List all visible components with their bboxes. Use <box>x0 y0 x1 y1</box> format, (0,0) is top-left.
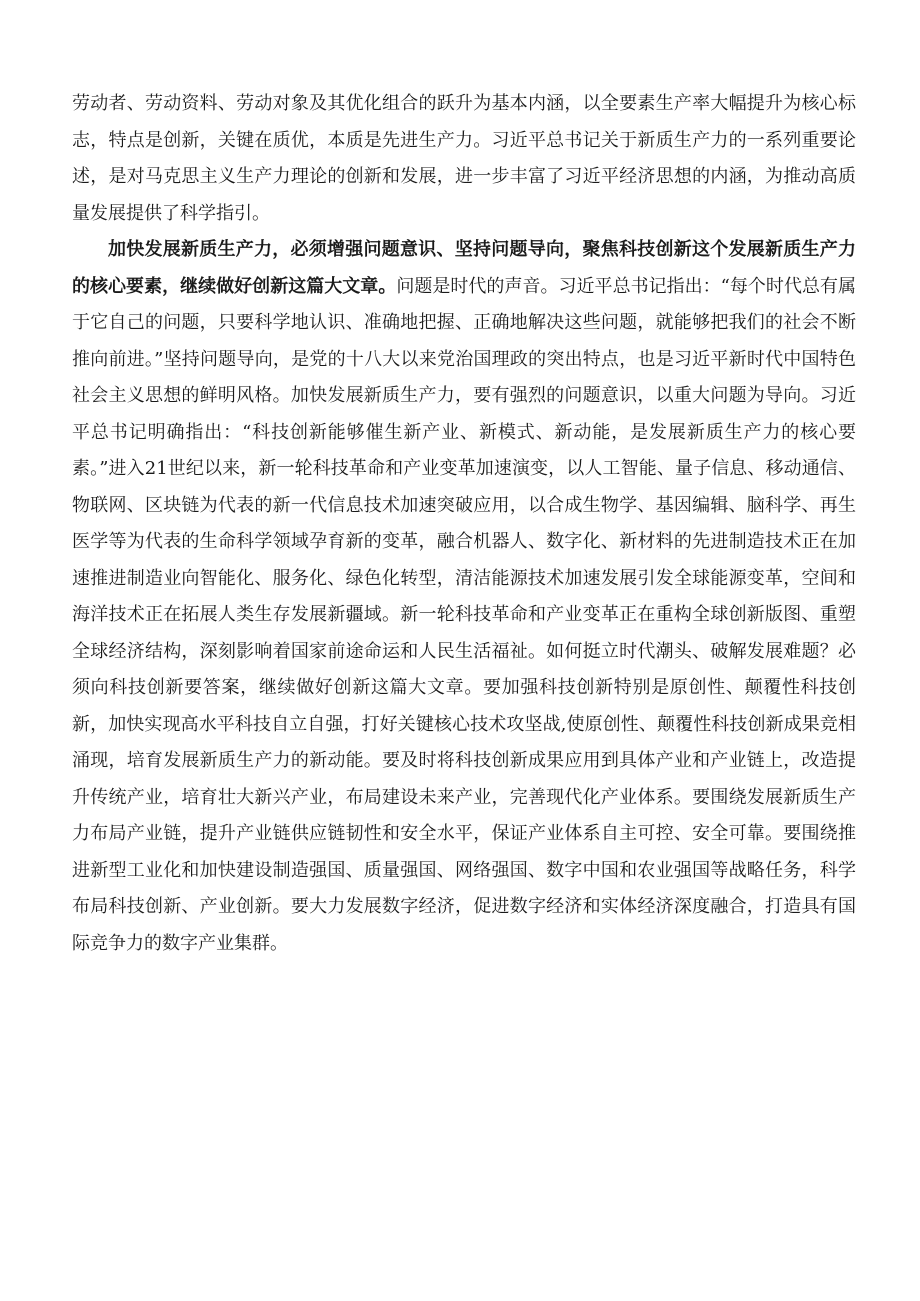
paragraph-lead-bold: 加快发展新质生产力，必须增强问题意识、坚持问题导向，聚焦科技创新这个发展新质生产力的核心要素，继续做好创新这篇大文章。 <box>72 239 856 297</box>
paragraph-continuation <box>72 86 856 232</box>
paragraph-body-text: 问题是时代的声音。习近平总书记指出：“每个时代总有属于它自己的问题，只要科学地认识、准确地把握、正确地解决这些问题，就能够把我们的社会不断推向前进。”坚持问题导向，是党的十八大以来党治国理政的突出特点，也是习近平新时代中国特色社会主义思想的鲜明风格。加快发展新质生产力，要有强烈的问题意识，以重大问题为导向。习近平总书记明确指出：“科技创新能够催生新产业、新模式、新动能，是发展新质生产力的核心要素。”进入21世纪以来，新一轮科技革命和产业变革加速演变，以人工智能、量子信息、移动通信、物联网、区块链为代表的新一代信息技术加速突破应用，以合成生物学、基因编辑、脑科学、再生医学等为代表的生命科学领域孕育新的变革，融合机器人、数字化、新材料的先进制造技术正在加速推进制造业向智能化、服务化、绿色化转型，清洁能源技术加速发展引发全球能源变革，空间和海洋技术正在拓展人类生存发展新疆域。新一轮科技革命和产业变革正在重构全球创新版图、重塑全球经济结构，深刻影响着国家前途命运和人民生活福祉。如何挺立时代潮头、破解发展难题？必须向科技创新要答案，继续做好创新这篇大文章。要加强科技创新特别是原创性、颠覆性科技创新，加快实现高水平科技自立自强，打好关键核心技术攻坚战,使原创性、颠覆性科技创新成果竞相涌现，培育发展新质生产力的新动能。要及时将科技创新成果应用到具体产业和产业链上，改造提升传统产业，培育壮大新兴产业，布局建设未来产业，完善现代化产业体系。要围绕发展新质生产力布局产业链，提升产业链供应链韧性和安全水平，保证产业体系自主可控、安全可靠。要围绕推进新型工业化和加快建设制造强国、质量强国、网络强国、数字中国和农业强国等战略任务，科学布局科技创新、产业创新。要大力发展数字经济，促进数字经济和实体经济深度融合，打造具有国际竞争力的数字产业集群。 <box>72 275 857 954</box>
document-page <box>72 86 856 962</box>
paragraph-main <box>72 232 856 962</box>
paragraph-text: 劳动者、劳动资料、劳动对象及其优化组合的跃升为基本内涵，以全要素生产率大幅提升为核心标志，特点是创新，关键在质优，本质是先进生产力。习近平总书记关于新质生产力的一系列重要论述，是对马克思主义生产力理论的创新和发展，进一步丰富了习近平经济思想的内涵，为推动高质量发展提供了科学指引。 <box>72 93 856 224</box>
